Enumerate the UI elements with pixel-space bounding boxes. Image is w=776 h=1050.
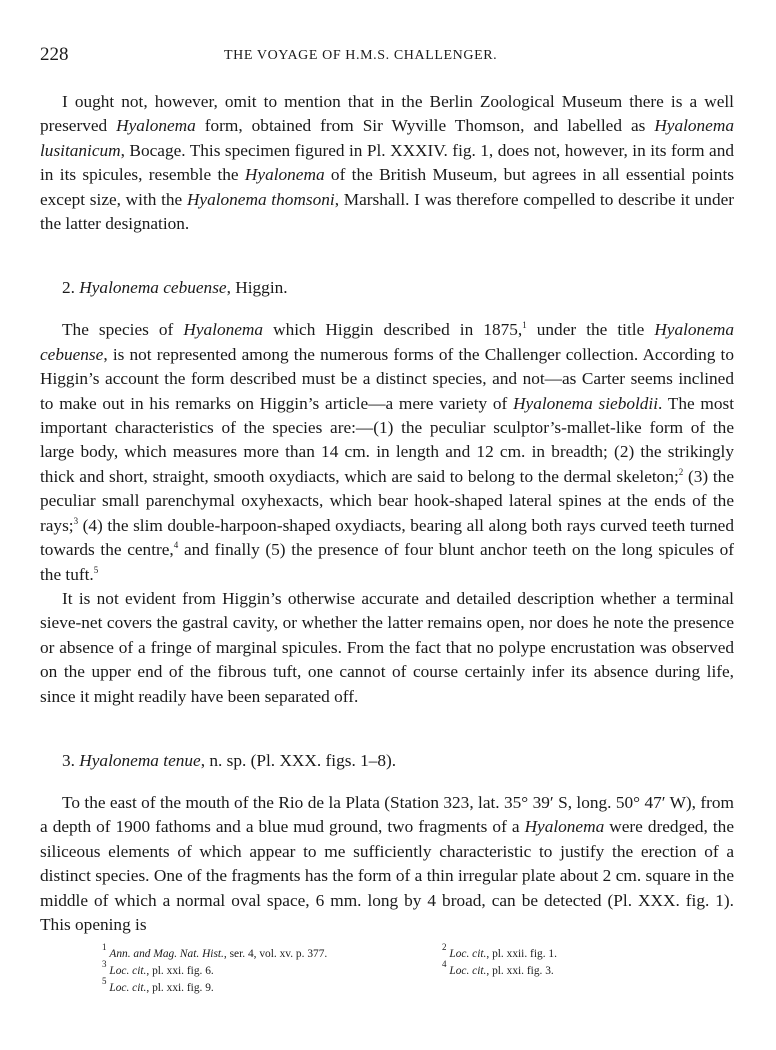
footnote-ref-3: 3 — [73, 515, 79, 526]
footnote-4: $^4$ Loc. cit., pl. xxi. fig. 3. — [442, 959, 554, 977]
footnote-1: $^1$ Ann. and Mag. Nat. Hist., ser. 4, vol. xv. p. 377. — [102, 942, 328, 960]
paragraph-higgin-species: The species of Hyalonema which Higgin described in 1875,$^1$ under the title Hyalonema cebuense, is not represented among the numerous forms of the Challenger collection. According to Higgin’s account the form described must be a distinct species, and not—as Carter seems inclined to make out in his remarks on Higgin’s article—a mere variety of Hyalonema sieboldii. The most important characteristics of the species are:—(1) the peculiar sculptor’s-mallet-like form of the large body, which measures more than 14 cm. in length and 12 cm. in breadth; (2) the strikingly thick and short, straight, smooth oxydiacts, which are said to belong to the dermal skeleton;$^2$ (3) the peculiar small parenchymal oxyhexacts, which bear hook-shaped lateral spines at the ends of the rays;$^3$ (4) the slim double-harpoon-shaped oxydiacts, bearing all along both rays curved teeth turned towards the centre,$^4$ and finally (5) the presence of four blunt anchor teeth on the long spicules of the tuft.$^5$ — [40, 320, 735, 584]
footnote-ref-4: 4 — [173, 540, 179, 551]
section-heading-hyalonema-cebuense: 2. Hyalonema cebuense, Higgin. — [62, 278, 288, 298]
footnote-5: $^5$ Loc. cit., pl. xxi. fig. 9. — [102, 976, 214, 994]
paragraph-rio-de-la-plata: To the east of the mouth of the Rio de la Plata (Station 323, lat. 35° 39′ S, long. 50° 47′ W), from a depth of 1900 fathoms and a blue mud ground, two fragments of a Hyalonema were dredged, the siliceous elements of which appear to me sufficiently characteristic to justify the erection of a distinct species. One of the fragments has the form of a thin irregular plate about 2 cm. square in the middle of which a normal oval space, 6 mm. long by 4 broad, can be detected (Pl. XXX. fig. 1). This opening is — [40, 792, 734, 934]
footnote-2: $^2$ Loc. cit., pl. xxii. fig. 1. — [442, 942, 557, 960]
page-header — [40, 44, 734, 70]
paragraph-higgin-description: It is not evident from Higgin’s otherwise accurate and detailed description whether a terminal sieve-net covers the gastral cavity, or whether the latter remains open, nor does he note the presence or absence of a fringe of marginal spicules. From the fact that no polype encrustation was observed on the upper end of the fibrous tuft, one cannot of course certainly infer its absence during life, since it might readily have been separated off. — [40, 588, 734, 706]
document-page — [40, 44, 734, 937]
footnotes — [102, 942, 662, 997]
footnote-3: $^3$ Loc. cit., pl. xxi. fig. 6. — [102, 959, 214, 977]
footnote-ref-5: 5 — [93, 564, 99, 575]
section-heading-hyalonema-tenue: 3. Hyalonema tenue, n. sp. (Pl. XXX. figs. 1–8). — [62, 750, 397, 770]
footnote-ref-1: 1 — [522, 320, 527, 331]
paragraph-berlin-museum: I ought not, however, omit to mention that in the Berlin Zoological Museum there is a well preserved Hyalonema form, obtained from Sir Wyville Thomson, and labelled as Hyalonema lusitanicum, Bocage. This specimen figured in Pl. XXXIV. fig. 1, does not, however, in its form and in its spicules, resemble the Hyalonema of the British Museum, but agrees in all essential points except size, with the Hyalonema thomsoni, Marshall. I was therefore compelled to describe it under the latter designation. — [40, 92, 735, 234]
page-number: 228 — [40, 44, 69, 65]
running-title: THE VOYAGE OF H.M.S. CHALLENGER. — [224, 48, 498, 63]
footnote-ref-2: 2 — [678, 466, 684, 477]
